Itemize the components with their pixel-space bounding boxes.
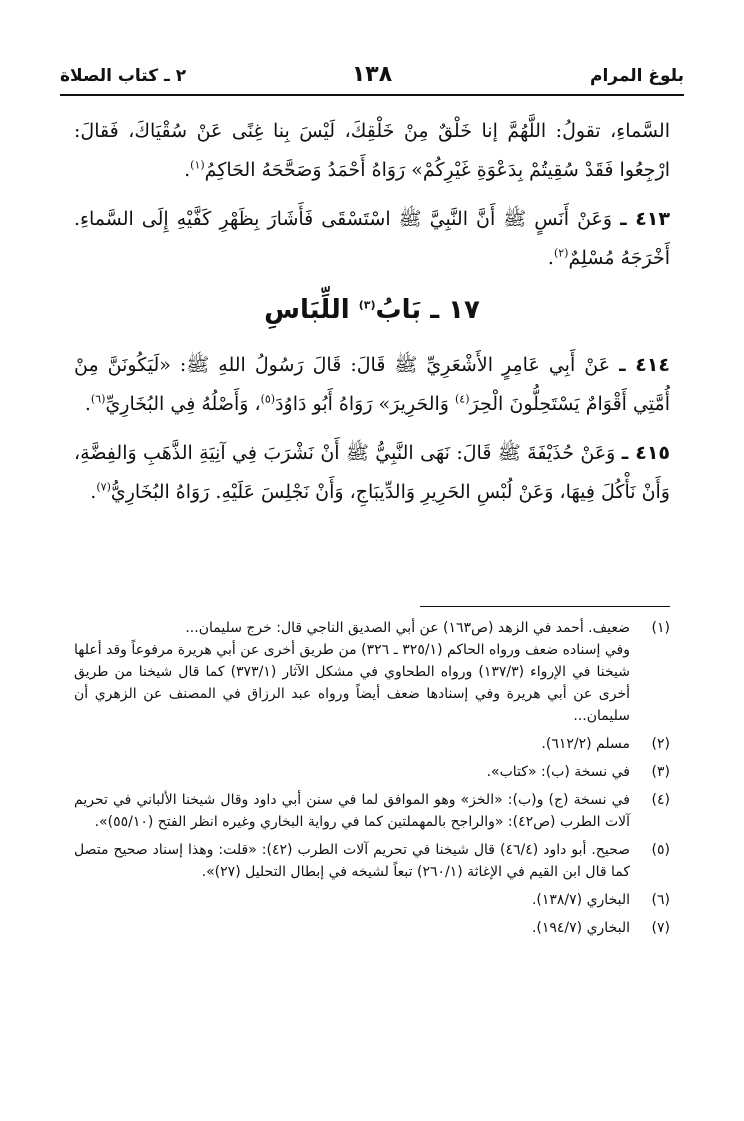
hadith-number: ٤١٤ ـ <box>619 354 670 376</box>
footnote-number: (٥) <box>651 842 670 858</box>
footnote-text: وفي إسناده ضعف ورواه الحاكم (٣٢٥/١ ـ ٣٢٦) من طريق أخرى عن أبي هريرة مرفوعاً وقد أعلها شيخنا في الإرواء (١٣٧/٣) ورواه الطحاوي في مشكل الآثار (٣٧٣/١) كما قال شيخنا من طريق أخرى عن أبي هريرة وفي إسنادها ضعف أيضاً ورواه عبد الرزاق في المصنف عن الزهري أن سليمان... <box>74 642 630 724</box>
hadith-number: ٤١٣ ـ <box>620 208 670 230</box>
hadith-415: ٤١٥ ـ وَعَنْ حُذَيْفَةَ ﷺ قَالَ: نَهَى النَّبِيُّ ﷺ أَنْ نَشْرَبَ فِي آنِيَةِ الذَّهَبِ وَالفِضَّةِ، وَأَنْ نَأْكُلَ فِيهَا، وَعَنْ لُبْسِ الحَرِيرِ وَالدِّيبَاجِ، وَأَنْ نَجْلِسَ عَلَيْهِ. رَوَاهُ البُخَارِيُّ$^{(٧)}$. <box>74 442 671 503</box>
hadith-414: ٤١٤ ـ عَنْ أَبِي عَامِرٍ الأَشْعَرِيِّ ﷺ قَالَ: قَالَ رَسُولُ اللهِ ﷺ: «لَيَكُونَنَّ مِنْ أُمَّتِي أَقْوَامٌ يَسْتَحِلُّونَ الْحِرَ$^{(٤)}$ وَالحَرِيرَ» رَوَاهُ أَبُو دَاوُدَ$^{(٥)}$، وَأَصْلُهُ فِي البُخَارِيِّ$^{(٦)}$. <box>74 354 670 415</box>
footnote-number: (٢) <box>651 736 670 752</box>
footnote-ref: (٢) <box>553 246 569 260</box>
chapter-heading: ١٧ ـ بَابُ$^{(٣)}$ اللِّبَاسِ <box>264 295 480 325</box>
main-text <box>74 112 670 522</box>
footnote <box>74 617 670 727</box>
footnote-text: البخاري (١٩٤/٧). <box>531 920 630 936</box>
footnote-text: ضعيف. أحمد في الزهد (ص١٦٣) عن أبي الصديق الناجي قال: خرج سليمان... <box>185 620 630 636</box>
footnote-number: (٧) <box>651 920 670 936</box>
footnote-ref: (١) <box>190 158 205 172</box>
book-title: بلوغ المرام <box>590 66 684 86</box>
footnote-number: (١) <box>651 620 670 636</box>
footnote <box>74 761 670 783</box>
footnote-ref: (٦) <box>90 392 106 406</box>
footnote-text: مسلم (٦١٢/٢). <box>541 736 630 752</box>
footnotes <box>74 617 670 945</box>
footnote-number: (٦) <box>651 892 670 908</box>
chapter-title: ٢ ـ كتاب الصلاة <box>60 66 187 86</box>
footnote-text: في نسخة (ب): «كتاب». <box>486 764 630 780</box>
footnote-divider <box>420 606 670 607</box>
footnote-number: (٤) <box>651 792 670 808</box>
footnote <box>74 917 670 939</box>
footnote <box>74 889 670 911</box>
footnote-text: صحيح. أبو داود (٤٦/٤) قال شيخنا في تحريم آلات الطرب (٤٢): «قلت: وهذا إسناد صحيح متصل كما قال ابن القيم في الإغاثة (٢٦٠/١) تبعاً لشيخه في إبطال التحليل (٢٧)». <box>74 842 630 880</box>
footnote <box>74 733 670 755</box>
footnote-number: (٣) <box>651 764 670 780</box>
page-header <box>60 58 684 96</box>
footnote-ref: (٤) <box>455 392 470 406</box>
footnote <box>74 839 670 883</box>
hadith-413: ٤١٣ ـ وَعَنْ أَنَسٍ ﷺ أَنَّ النَّبِيَّ ﷺ اسْتَسْقَى فَأَشَارَ بِظَهْرِ كَفَّيْهِ إِلَى السَّماءِ. أَخْرَجَهُ مُسْلِمٌ$^{(٢)}$. <box>74 208 670 269</box>
hadith-number: ٤١٥ ـ <box>621 442 671 464</box>
page-number: ١٣٨ <box>351 62 393 87</box>
footnote-ref: (٥) <box>260 392 276 406</box>
footnote-ref: (٧) <box>96 480 111 494</box>
hadith-continuation: السَّماءِ، تقولُ: اللَّهُمَّ إنا خَلْقٌ مِنْ خَلْقِكَ، لَيْسَ بِنا غِنًى عَنْ سُقْيَاكَ، فَقالَ: ارْجِعُوا فَقَدْ سُقِيتُمْ بِدَعْوَةِ غَيْرِكُمْ» رَوَاهُ أَحْمَدُ وَصَحَّحَهُ الحَاكِمُ$^{(١)}$. <box>74 120 670 181</box>
footnote <box>74 789 670 833</box>
footnote-text: في نسخة (ج) و(ب): «الخز» وهو الموافق لما في سنن أبي داود وقال شيخنا الألباني في تحريم آلات الطرب (ص٤٢): «والراجح بالمهملتين كما في رواية البخاري وغيره انظر الفتح (٥٥/١٠)». <box>74 792 630 830</box>
footnote-text: البخاري (١٣٨/٧). <box>531 892 630 908</box>
footnote-ref: (٣) <box>358 298 376 312</box>
